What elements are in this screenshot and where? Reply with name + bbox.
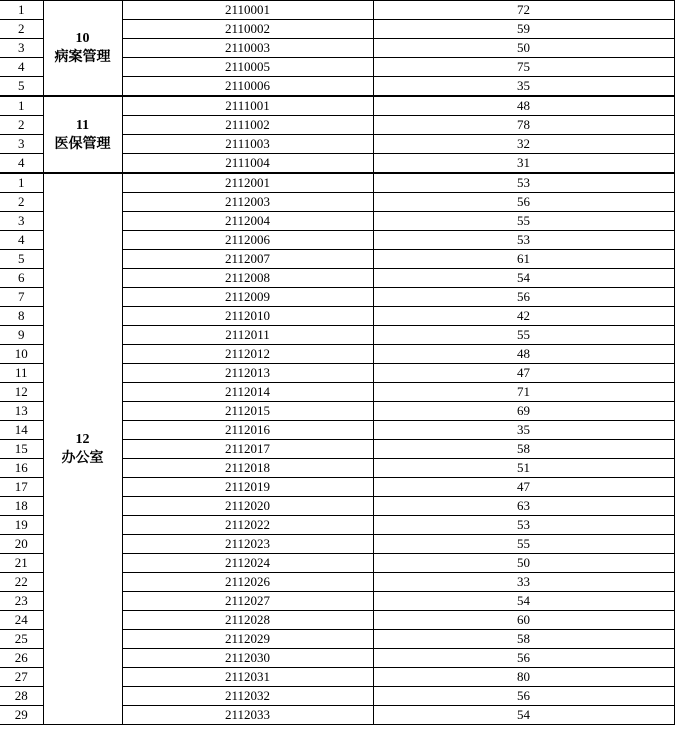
row-index-cell: 28 <box>0 687 43 706</box>
candidate-id-cell: 2112028 <box>122 611 373 630</box>
row-index-cell: 6 <box>0 269 43 288</box>
score-cell: 58 <box>373 440 674 459</box>
row-index-cell: 9 <box>0 326 43 345</box>
candidate-id-cell: 2111002 <box>122 116 373 135</box>
candidate-id-cell: 2112032 <box>122 687 373 706</box>
row-index-cell: 26 <box>0 649 43 668</box>
score-cell: 80 <box>373 668 674 687</box>
row-index-cell: 23 <box>0 592 43 611</box>
row-index-cell: 29 <box>0 706 43 725</box>
score-cell: 69 <box>373 402 674 421</box>
row-index-cell: 1 <box>0 1 43 20</box>
row-index-cell: 2 <box>0 193 43 212</box>
score-cell: 63 <box>373 497 674 516</box>
score-cell: 51 <box>373 459 674 478</box>
candidate-id-cell: 2112010 <box>122 307 373 326</box>
candidate-id-cell: 2112016 <box>122 421 373 440</box>
row-index-cell: 4 <box>0 154 43 174</box>
row-index-cell: 25 <box>0 630 43 649</box>
row-index-cell: 1 <box>0 173 43 193</box>
row-index-cell: 12 <box>0 383 43 402</box>
candidate-id-cell: 2112026 <box>122 573 373 592</box>
row-index-cell: 10 <box>0 345 43 364</box>
score-cell: 33 <box>373 573 674 592</box>
score-cell: 47 <box>373 478 674 497</box>
row-index-cell: 21 <box>0 554 43 573</box>
candidate-id-cell: 2112006 <box>122 231 373 250</box>
row-index-cell: 24 <box>0 611 43 630</box>
score-cell: 78 <box>373 116 674 135</box>
candidate-id-cell: 2112008 <box>122 269 373 288</box>
row-index-cell: 4 <box>0 58 43 77</box>
candidate-id-cell: 2112011 <box>122 326 373 345</box>
score-cell: 54 <box>373 592 674 611</box>
row-index-cell: 2 <box>0 20 43 39</box>
score-cell: 47 <box>373 364 674 383</box>
row-index-cell: 20 <box>0 535 43 554</box>
department-number: 11 <box>75 117 90 133</box>
candidate-id-cell: 2112022 <box>122 516 373 535</box>
score-cell: 35 <box>373 77 674 97</box>
table-row <box>0 96 674 116</box>
score-cell: 35 <box>373 421 674 440</box>
row-index-cell: 3 <box>0 135 43 154</box>
score-cell: 75 <box>373 58 674 77</box>
candidate-id-cell: 2111004 <box>122 154 373 174</box>
department-name: 办公室 <box>61 451 104 466</box>
candidate-id-cell: 2112027 <box>122 592 373 611</box>
candidate-id-cell: 2110001 <box>122 1 373 20</box>
candidate-id-cell: 2112023 <box>122 535 373 554</box>
score-cell: 61 <box>373 250 674 269</box>
candidate-id-cell: 2112013 <box>122 364 373 383</box>
department-cell <box>43 173 122 725</box>
row-index-cell: 1 <box>0 96 43 116</box>
score-cell: 48 <box>373 345 674 364</box>
score-cell: 42 <box>373 307 674 326</box>
candidate-id-cell: 2112030 <box>122 649 373 668</box>
score-cell: 53 <box>373 173 674 193</box>
candidate-id-cell: 2112014 <box>122 383 373 402</box>
score-cell: 55 <box>373 212 674 231</box>
candidate-id-cell: 2112029 <box>122 630 373 649</box>
candidate-id-cell: 2112031 <box>122 668 373 687</box>
candidate-id-cell: 2110005 <box>122 58 373 77</box>
department-name: 病案管理 <box>54 50 111 65</box>
candidate-id-cell: 2112018 <box>122 459 373 478</box>
department-number: 10 <box>75 31 90 46</box>
score-cell: 54 <box>373 706 674 725</box>
candidate-id-cell: 2112033 <box>122 706 373 725</box>
score-cell: 53 <box>373 516 674 535</box>
row-index-cell: 16 <box>0 459 43 478</box>
row-index-cell: 17 <box>0 478 43 497</box>
row-index-cell: 3 <box>0 212 43 231</box>
score-cell: 32 <box>373 135 674 154</box>
score-cell: 50 <box>373 554 674 573</box>
score-cell: 55 <box>373 326 674 345</box>
candidate-id-cell: 2112009 <box>122 288 373 307</box>
row-index-cell: 11 <box>0 364 43 383</box>
row-index-cell: 3 <box>0 39 43 58</box>
score-cell: 50 <box>373 39 674 58</box>
score-cell: 72 <box>373 1 674 20</box>
row-index-cell: 22 <box>0 573 43 592</box>
row-index-cell: 5 <box>0 250 43 269</box>
candidate-id-cell: 2112012 <box>122 345 373 364</box>
department-name: 医保管理 <box>54 136 111 152</box>
department-cell <box>43 1 122 97</box>
candidate-id-cell: 2112007 <box>122 250 373 269</box>
candidate-id-cell: 2110003 <box>122 39 373 58</box>
department-number: 12 <box>75 432 90 447</box>
score-cell: 58 <box>373 630 674 649</box>
table-row <box>0 173 674 193</box>
row-index-cell: 2 <box>0 116 43 135</box>
score-table-body <box>0 1 674 725</box>
score-cell: 55 <box>373 535 674 554</box>
score-cell: 56 <box>373 649 674 668</box>
row-index-cell: 13 <box>0 402 43 421</box>
row-index-cell: 15 <box>0 440 43 459</box>
candidate-id-cell: 2112004 <box>122 212 373 231</box>
candidate-id-cell: 2112003 <box>122 193 373 212</box>
candidate-id-cell: 2111001 <box>122 96 373 116</box>
score-cell: 48 <box>373 96 674 116</box>
row-index-cell: 14 <box>0 421 43 440</box>
score-cell: 53 <box>373 231 674 250</box>
score-cell: 59 <box>373 20 674 39</box>
candidate-id-cell: 2112020 <box>122 497 373 516</box>
candidate-id-cell: 2110006 <box>122 77 373 97</box>
row-index-cell: 8 <box>0 307 43 326</box>
score-cell: 54 <box>373 269 674 288</box>
row-index-cell: 5 <box>0 77 43 97</box>
row-index-cell: 4 <box>0 231 43 250</box>
row-index-cell: 7 <box>0 288 43 307</box>
score-cell: 60 <box>373 611 674 630</box>
score-cell: 56 <box>373 288 674 307</box>
score-cell: 31 <box>373 154 674 174</box>
row-index-cell: 19 <box>0 516 43 535</box>
candidate-id-cell: 2111003 <box>122 135 373 154</box>
score-cell: 71 <box>373 383 674 402</box>
candidate-id-cell: 2112001 <box>122 173 373 193</box>
department-cell <box>43 96 122 173</box>
row-index-cell: 27 <box>0 668 43 687</box>
table-row <box>0 1 674 20</box>
row-index-cell: 18 <box>0 497 43 516</box>
candidate-id-cell: 2112019 <box>122 478 373 497</box>
candidate-id-cell: 2112024 <box>122 554 373 573</box>
candidate-id-cell: 2112015 <box>122 402 373 421</box>
candidate-id-cell: 2110002 <box>122 20 373 39</box>
score-cell: 56 <box>373 687 674 706</box>
score-cell: 56 <box>373 193 674 212</box>
candidate-id-cell: 2112017 <box>122 440 373 459</box>
